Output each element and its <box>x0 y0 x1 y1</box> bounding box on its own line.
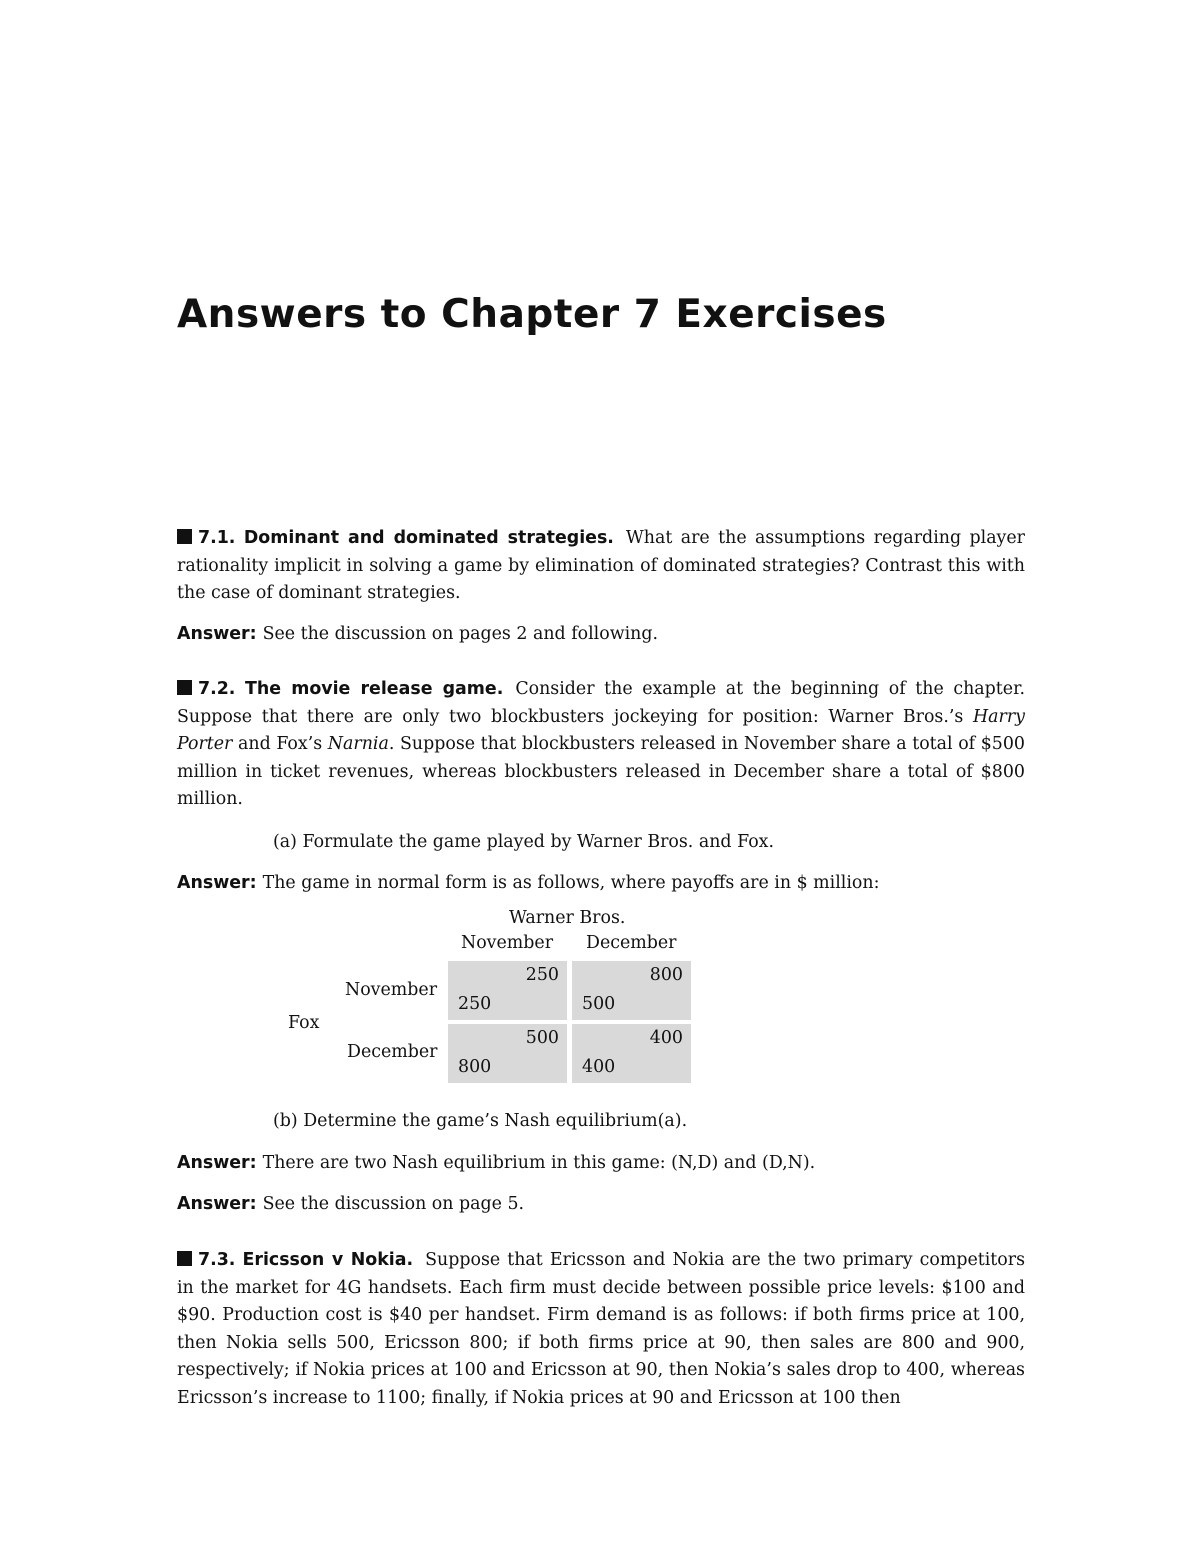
payoff-cell <box>448 1024 567 1083</box>
answer-text: See the discussion on pages 2 and following. <box>262 624 659 644</box>
row-strategy-december: December <box>347 1042 438 1062</box>
exercise-7-3-number: 7.3. <box>198 1250 236 1270</box>
answer-text: There are two Nash equilibrium in this game: (N,D) and (D,N). <box>262 1153 816 1173</box>
exercise-7-1 <box>177 525 1025 608</box>
answer-7-2-c <box>177 1191 1025 1219</box>
exercise-7-2-number: 7.2. <box>198 679 236 699</box>
page-title: Answers to Chapter 7 Exercises <box>177 292 887 337</box>
answer-label: Answer: <box>177 873 257 893</box>
exercise-7-2-text-3: . Suppose that blockbusters released in November share a total of $500 million in ticket revenues, whereas blockbusters released in December share a total of $800 million. <box>177 734 1025 810</box>
square-bullet-icon <box>177 529 192 544</box>
answer-label: Answer: <box>177 1194 257 1214</box>
payoff-cell <box>572 1024 691 1083</box>
exercise-7-3 <box>177 1247 1025 1413</box>
column-payoff: 250 <box>525 965 559 985</box>
answer-text: See the discussion on page 5. <box>262 1194 525 1214</box>
row-payoff: 250 <box>458 994 492 1014</box>
film-title-harry-porter: Harry Porter <box>177 706 1025 755</box>
exercise-7-3-heading: Ericsson v Nokia. <box>242 1250 414 1270</box>
column-player-label: Warner Bros. <box>509 908 626 928</box>
payoff-cell <box>572 961 691 1020</box>
part-b: (b) Determine the game’s Nash equilibrium(a). <box>273 1111 688 1131</box>
exercise-7-1-heading: Dominant and dominated strategies. <box>243 528 614 548</box>
film-title-narnia: Narnia <box>327 734 389 755</box>
part-a: (a) Formulate the game played by Warner Bros. and Fox. <box>273 832 775 852</box>
column-payoff: 800 <box>649 965 683 985</box>
payoff-cell <box>448 961 567 1020</box>
square-bullet-icon <box>177 1251 192 1266</box>
exercise-7-1-number: 7.1. <box>198 528 236 548</box>
answer-7-1 <box>177 621 1025 649</box>
column-payoff: 500 <box>525 1028 559 1048</box>
exercise-7-3-text: Suppose that Ericsson and Nokia are the two primary competitors in the market for 4G handsets. Each firm must decide between possible price levels: $100 and $90. Production cost is $40 per handset. Firm demand is as follows: if both firms price at 100, then Nokia sells 500, Ericsson 800; if both firms price at 90, then sales are 800 and 900, respectively; if Nokia prices at 100 and Ericsson at 90, then Nokia’s sales drop to 400, whereas Ericsson’s increase to 1100; finally, if Nokia prices at 90 and Ericsson at 100 then <box>177 1250 1026 1408</box>
column-payoff: 400 <box>649 1028 683 1048</box>
answer-text: The game in normal form is as follows, where payoffs are in $ million: <box>262 873 880 893</box>
answer-7-2-a <box>177 870 1025 898</box>
column-strategy-december: December <box>586 933 677 953</box>
row-payoff: 800 <box>458 1057 492 1077</box>
exercise-7-2 <box>177 676 1025 814</box>
exercise-7-1-text: What are the assumptions regarding player rationality implicit in solving a game by elimination of dominated strategies? Contrast this with the case of dominant strategies. <box>177 528 1025 604</box>
answer-7-2-b <box>177 1150 1025 1178</box>
exercise-7-2-heading: The movie release game. <box>245 679 504 699</box>
row-player-label: Fox <box>288 1013 320 1033</box>
exercise-7-2-text-2: and Fox’s <box>232 734 328 755</box>
exercise-7-2-text-1: Consider the example at the beginning of the chapter. Suppose that there are only two blockbusters jockeying for position: Warner Bros.’s <box>177 679 1026 727</box>
row-strategy-november: November <box>345 980 438 1000</box>
row-payoff: 400 <box>582 1057 616 1077</box>
answer-label: Answer: <box>177 624 257 644</box>
row-payoff: 500 <box>582 994 616 1014</box>
column-strategy-november: November <box>461 933 554 953</box>
square-bullet-icon <box>177 680 192 695</box>
answer-label: Answer: <box>177 1153 257 1173</box>
